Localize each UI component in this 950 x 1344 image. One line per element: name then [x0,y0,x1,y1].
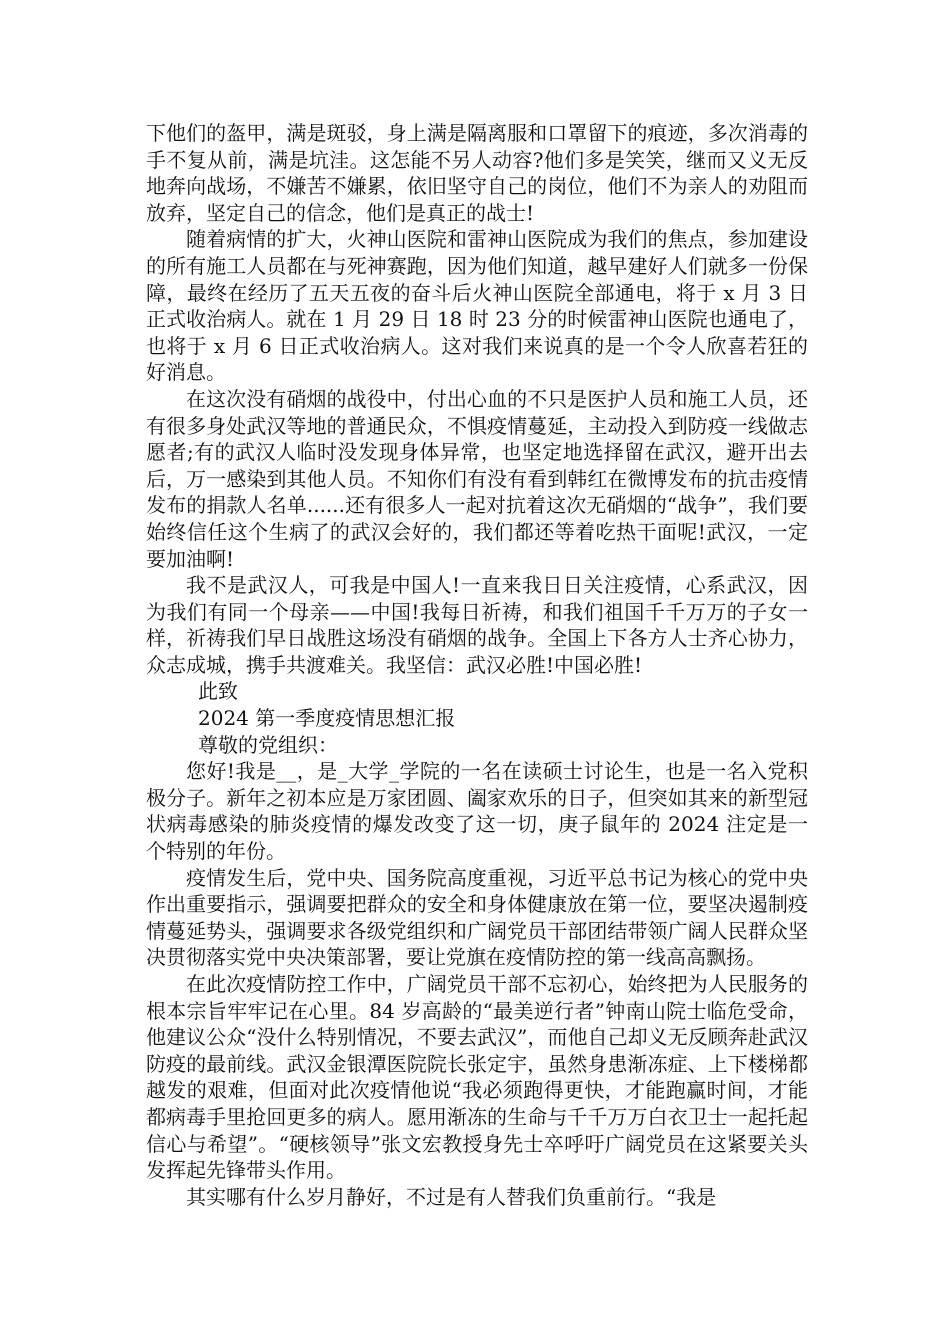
report-title: 2024 第一季度疫情思想汇报 [198,706,456,731]
document-page [146,120,808,1210]
paragraph-party-members: 在此次疫情防控工作中，广阔党员干部不忘初心，始终把为人民服务的根本宗旨牢牢记在心里。84 岁高龄的“最美逆行者”钟南山院士临危受命，他建议公众“没什么特别情况，不要去武汉”，而他自己却义无反顾奔赴武汉防疫的最前线。武汉金银潭医院院长张定宇，虽然身患渐冻症、上下楼梯都越发的艰难，但面对此次疫情他说“我必须跑得更快，才能跑赢时间，才能都病毒手里抢回更多的病人。愿用渐冻的生命与千千万万白衣卫士一起托起信心与希望”。“硬核领导”张文宏教授身先士卒呼吁广阔党员在这紧要关头发挥起先锋带头作用。 [146,972,808,1183]
paragraph-wuhan-will-win: 我不是武汉人，可我是中国人!一直来我日日关注疫情，心系武汉，因为我们有同一个母亲——中国!我每日祈祷，和我们祖国千千万万的子女一样，祈祷我们早日战胜这场没有硝烟的战争。全国上下各方人士齐心协力，众志成城，携手共渡难关。我坚信：武汉必胜!中国必胜! [146,573,808,677]
paragraph-party-central: 疫情发生后，党中央、国务院高度重视，习近平总书记为核心的党中央作出重要指示，强调要把群众的安全和身体健康放在第一位，要坚决遏制疫情蔓延势头，强调要求各级党组织和广阔党员干部团结带领广阔人民群众坚决贯彻落实党中央决策部署，要让党旗在疫情防控的第一线高高飘扬。 [146,865,808,970]
paragraph-hospitals: 随着病情的扩大，火神山医院和雷神山医院成为我们的焦点，参加建设的所有施工人员都在与死神赛跑，因为他们知道，越早建好人们就多一份保障，最终在经历了五天五夜的奋斗后火神山医院全部通电，将于 x 月 3 日正式收治病人。就在 1 月 29 日 18 时 23 分的时候雷神山医院也通电了，也将于 x 月 6 日正式收治病人。这对我们来说真的是一个令人欣喜若狂的好消息。 [146,227,808,385]
paragraph-introduction: 您好!我是__，是_大学_学院的一名在读硕士讨论生，也是一名入党积极分子。新年之初本应是万家团圆、阖家欢乐的日子，但突如其来的新型冠状病毒感染的肺炎疫情的爆发改变了这一切，庚子鼠年的 2024 注定是一个特别的年份。 [146,759,808,864]
paragraph-burden: 其实哪有什么岁月静好，不过是有人替我们负重前行。“我是 [186,1184,717,1209]
greeting: 尊敬的党组织： [198,732,338,757]
closing-salutation: 此致 [198,679,238,704]
paragraph-volunteers: 在这次没有硝烟的战役中，付出心血的不只是医护人员和施工人员，还有很多身处武汉等地的普通民众，不惧疫情蔓延，主动投入到防疫一线做志愿者;有的武汉人临时没发现身体异常，也坚定地选择留在武汉，避开出去后，万一感染到其他人员。不知你们有没有看到韩红在微博发布的抗击疫情发布的捐款人名单......还有很多人一起对抗着这次无硝烟的“战争”，我们要始终信任这个生病了的武汉会好的，我们都还等着吃热干面呢!武汉，一定要加油啊! [146,386,808,571]
paragraph-continued: 下他们的盔甲，满是斑驳，身上满是隔离服和口罩留下的痕迹，多次消毒的手不复从前，满是坑洼。这怎能不另人动容?他们多是笑笑，继而又义无反地奔向战场，不嫌苦不嫌累，依旧坚守自己的岗位，他们不为亲人的劝阻而放弃，坚定自己的信念，他们是真正的战士! [146,121,808,225]
